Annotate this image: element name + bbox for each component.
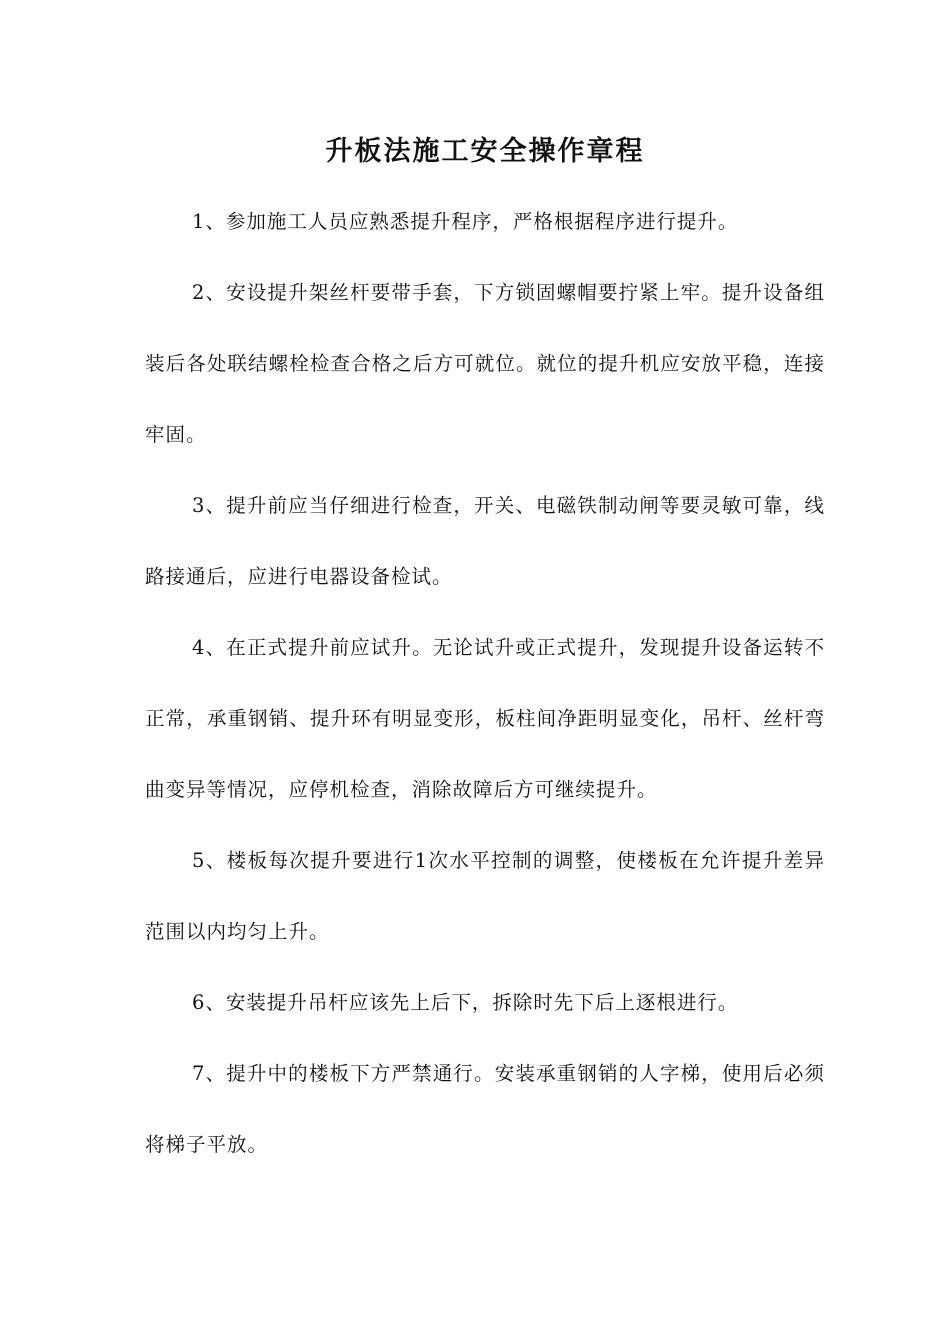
paragraph-6: 6、安装提升吊杆应该先上后下，拆除时先下后上逐根进行。 bbox=[192, 991, 739, 1014]
document-title: 升板法施工安全操作章程 bbox=[325, 136, 645, 167]
paragraph-7: 7、提升中的楼板下方严禁通行。安装承重钢销的人字梯，使用后必须将梯子平放。 bbox=[145, 1062, 825, 1156]
paragraph-4: 4、在正式提升前应试升。无论试升或正式提升，发现提升设备运转不正常，承重钢销、提升环有明显变形，板柱间净距明显变化，吊杆、丝杆弯曲变异等情况，应停机检查，消除故障后方可继续提升。 bbox=[145, 636, 825, 801]
paragraph-5: 5、楼板每次提升要进行1次水平控制的调整，使楼板在允许提升差异范围以内均匀上升。 bbox=[145, 849, 825, 943]
paragraph-1: 1、参加施工人员应熟悉提升程序，严格根据程序进行提升。 bbox=[192, 210, 739, 233]
paragraph-2: 2、安设提升架丝杆要带手套，下方锁固螺帽要拧紧上牢。提升设备组装后各处联结螺栓检查合格之后方可就位。就位的提升机应安放平稳，连接牢固。 bbox=[145, 281, 825, 446]
paragraph-3: 3、提升前应当仔细进行检查，开关、电磁铁制动闸等要灵敏可靠，线路接通后，应进行电器设备检试。 bbox=[145, 494, 825, 588]
